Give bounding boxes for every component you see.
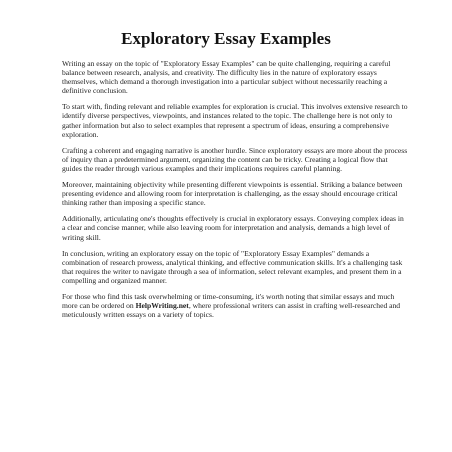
document-body (62, 59, 408, 326)
promo-text-before: For those who find this task overwhelming or time-consuming, it's worth noting that similar essays and much more can be ordered on (62, 291, 395, 311)
brand-name: HelpWriting.net (135, 301, 189, 311)
paragraph-examples: To start with, finding relevant and reliable examples for exploration is crucial. This involves extensive research to identify diverse perspectives, viewpoints, and instances related to the topic. The challenge here is not only to gather information but also to select examples that represent a spectrum of ideas, ensuring a comprehensive exploration. (62, 102, 408, 139)
paragraph-objectivity: Moreover, maintaining objectivity while presenting different viewpoints is essential. Striking a balance between presenting evidence and allowing room for interpretation is challenging, as the essay should encourage critical thinking rather than imposing a specific stance. (62, 180, 403, 208)
document-title: Exploratory Essay Examples (121, 29, 331, 48)
paragraph-articulation: Additionally, articulating one's thoughts effectively is crucial in exploratory essays. Conveying complex ideas in a clear and concise manner, while also leaving room for interpretation and analysis, demands a high level of writing skill. (62, 214, 404, 242)
paragraph-conclusion: In conclusion, writing an exploratory essay on the topic of "Exploratory Essay Examples" demands a combination of research prowess, analytical thinking, and effective communication skills. It's a challenging task that requires the writer to navigate through a sea of information, select relevant examples, and present them in a compelling and organized manner. (62, 248, 403, 285)
paragraph-narrative: Crafting a coherent and engaging narrative is another hurdle. Since exploratory essays are more about the process of inquiry than a predetermined argument, organizing the content can be tricky. Creating a logical flow that guides the reader through various examples and their implications requires careful planning. (62, 145, 408, 173)
paragraph-promo (62, 292, 408, 319)
paragraph-intro: Writing an essay on the topic of "Exploratory Essay Examples" can be quite challenging, requiring a careful balance between research, analysis, and creativity. The difficulty lies in the nature of exploratory essays themselves, which demand a thorough investigation into a particular subject without necessarily reaching a definitive conclusion. (62, 59, 391, 96)
promo-text-after: , where professional writers can assist in crafting well-researched and meticulously written essays on a variety of topics. (62, 301, 401, 320)
